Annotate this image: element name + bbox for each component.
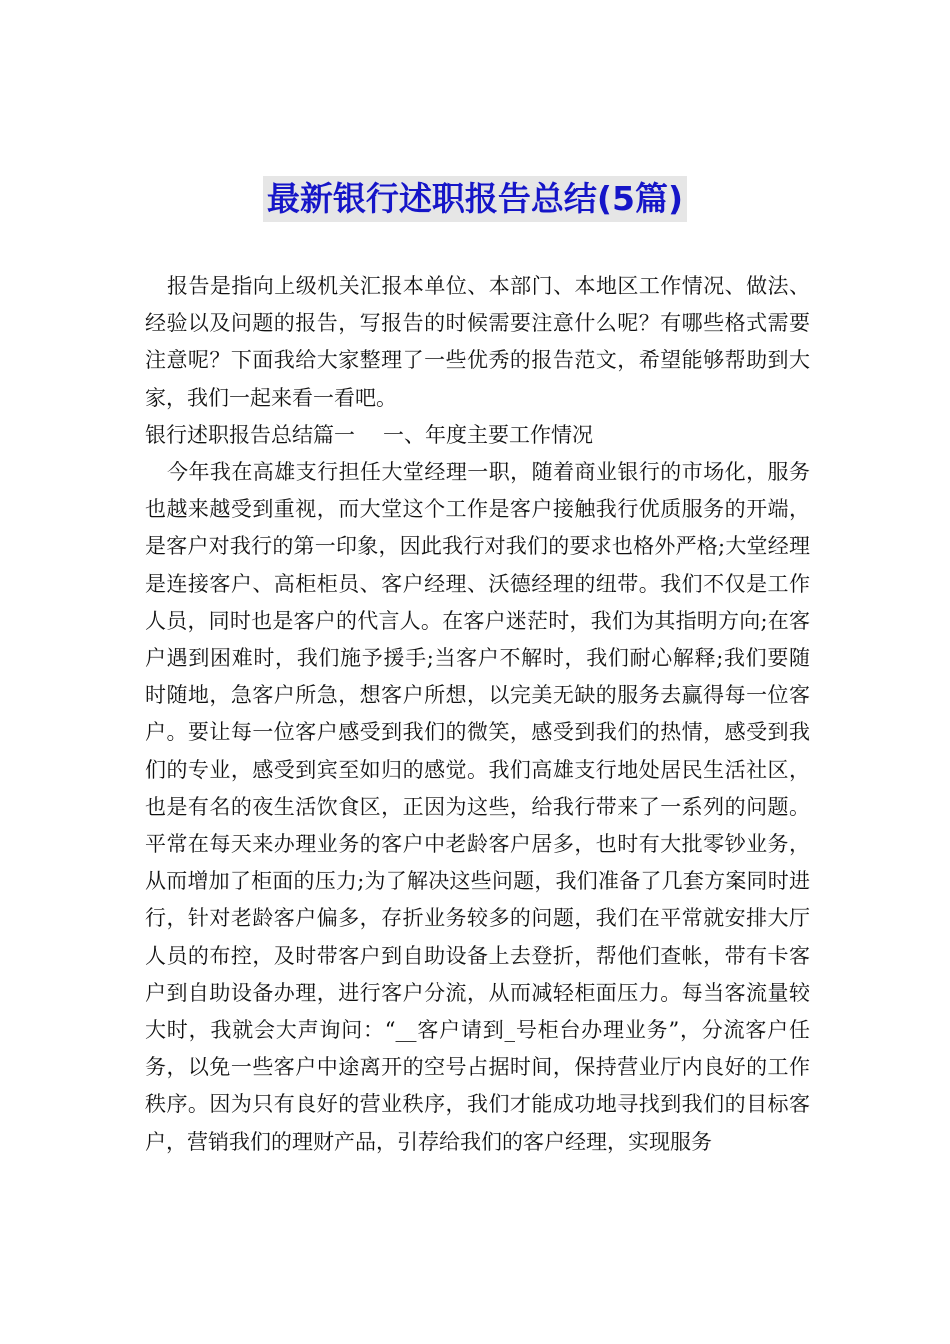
- section-heading-line: [145, 417, 810, 454]
- document-body: [145, 268, 810, 1161]
- title-container: [0, 176, 950, 222]
- intro-paragraph: 报告是指向上级机关汇报本单位、本部门、本地区工作情况、做法、经验以及问题的报告，写报告的时候需要注意什么呢？有哪些格式需要注意呢？下面我给大家整理了一些优秀的报告范文，希望能够帮助到大家，我们一起来看一看吧。: [145, 274, 810, 410]
- body-paragraph: 今年我在高雄支行担任大堂经理一职，随着商业银行的市场化，服务也越来越受到重视，而大堂这个工作是客户接触我行优质服务的开端，是客户对我行的第一印象，因此我行对我们的要求也格外严格;大堂经理是连接客户、高柜柜员、客户经理、沃德经理的纽带。我们不仅是工作人员，同时也是客户的代言人。在客户迷茫时，我们为其指明方向;在客户遇到困难时，我们施予援手;当客户不解时，我们耐心解释;我们要随时随地，急客户所急，想客户所想，以完美无缺的服务去赢得每一位客户。要让每一位客户感受到我们的微笑，感受到我们的热情，感受到我们的专业，感受到宾至如归的感觉。我们高雄支行地处居民生活社区，也是有名的夜生活饮食区，正因为这些，给我行带来了一系列的问题。平常在每天来办理业务的客户中老龄客户居多，也时有大批零钞业务，从而增加了柜面的压力;为了解决这些问题，我们准备了几套方案同时进行，针对老龄客户偏多，存折业务较多的问题，我们在平常就安排大厅人员的布控，及时带客户到自助设备上去登折，帮他们查帐，带有卡客户到自助设备办理，进行客户分流，从而减轻柜面压力。每当客流量较大时，我就会大声询问：“__客户请到_号柜台办理业务”，分流客户任务，以免一些客户中途离开的空号占据时间，保持营业厅内良好的工作秩序。因为只有良好的营业秩序，我们才能成功地寻找到我们的目标客户，营销我们的理财产品，引荐给我们的客户经理，实现服务: [145, 460, 810, 1154]
- document-title: 最新银行述职报告总结(5篇): [263, 176, 687, 222]
- section-label: 银行述职报告总结篇一: [145, 422, 355, 447]
- section-heading: 一、年度主要工作情况: [383, 422, 593, 447]
